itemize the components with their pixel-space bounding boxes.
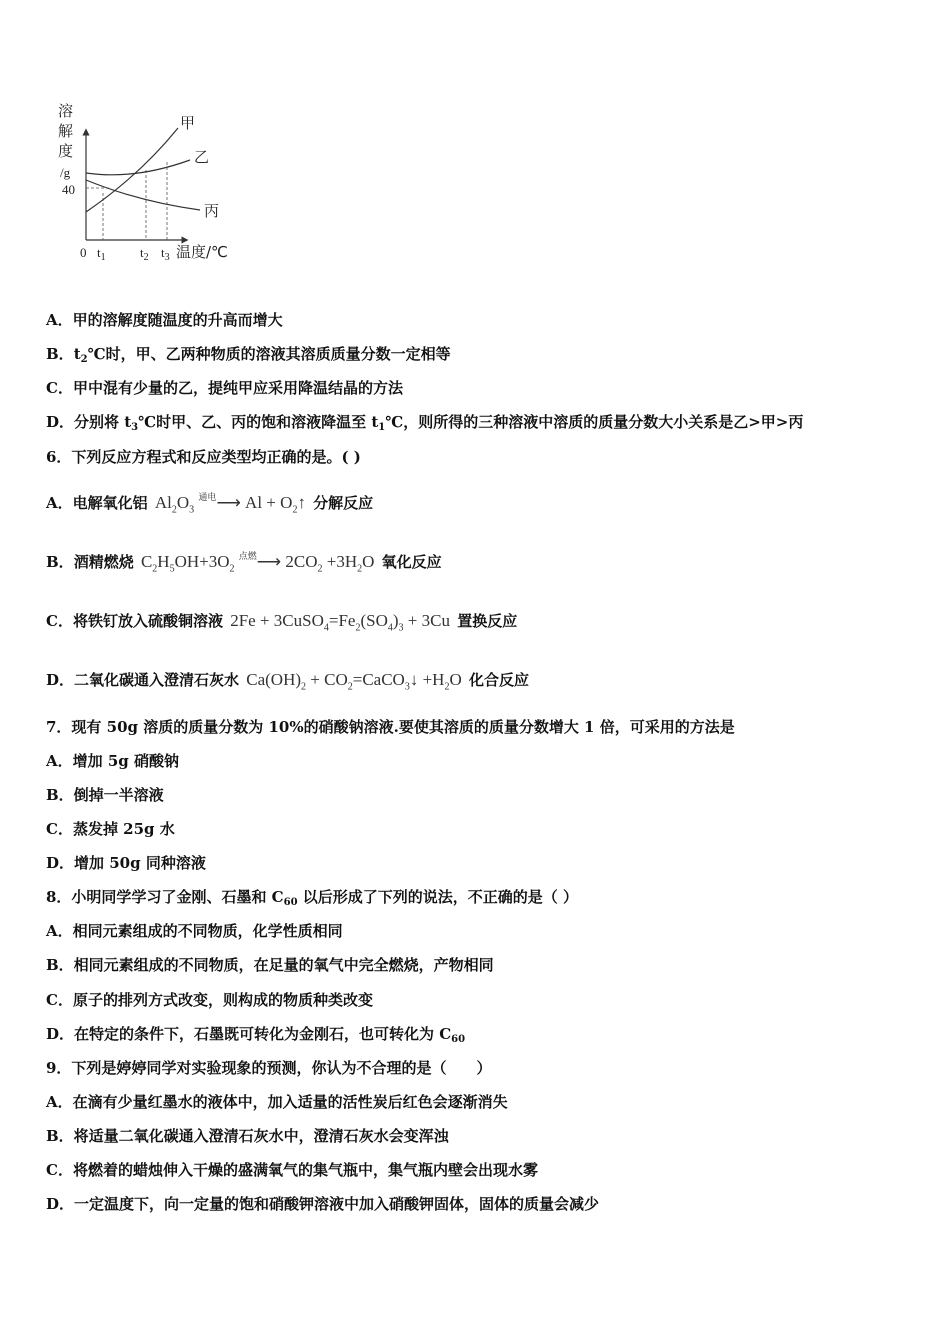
q5-option-c: C．甲中混有少量的乙，提纯甲应采用降温结晶的方法	[46, 379, 403, 397]
q6-option-a: A．电解氧化铝 $Al_2O_3$ $^{通电}$⟶ $Al + O_2↑$ 分解反应	[46, 492, 374, 516]
curve-label-bing: 丙	[204, 202, 220, 220]
equation-a: $Al_2O_3$ $^{通电}$⟶ $Al + O_2↑$	[154, 492, 306, 516]
q9-option-d: D．一定温度下，向一定量的饱和硝酸钾溶液中加入硝酸钾固体，固体的质量会减少	[46, 1195, 600, 1213]
ylabel-char-2: 解	[58, 122, 74, 140]
t1-label: $t_1$	[97, 245, 106, 263]
q8-option-b: B．相同元素组成的不同物质，在足量的氧气中完全燃烧，产物相同	[46, 956, 494, 974]
q9-option-b: B．将适量二氧化碳通入澄清石灰水中，澄清石灰水会变浑浊	[46, 1127, 449, 1145]
equation-b: $C_2H_5OH+3O_2$ $^{点燃}$⟶ $2CO_2 +3H_2O$	[140, 551, 375, 575]
curve-jia	[86, 128, 178, 212]
q5-option-a: A．甲的溶解度随温度的升高而增大	[46, 311, 283, 329]
q8-option-d: D．在特定的条件下，石墨既可转化为金刚石，也可转化为 $C_{60}$	[46, 1025, 466, 1045]
q6-stem: 6．下列反应方程式和反应类型均正确的是。( )	[46, 448, 361, 466]
equation-d: $Ca(OH)_2$ + $CO_2=CaCO_3↓ +H_2O$	[246, 670, 462, 693]
q8-stem: 8．小明同学学习了金刚、石墨和 $C_{60}$ 以后形成了下列的说法，不正确的是（ ）	[46, 888, 578, 908]
q9-option-c: C．将燃着的蜡烛伸入干燥的盛满氧气的集气瓶中，集气瓶内壁会出现水雾	[46, 1161, 538, 1179]
q5-option-d: D．分别将 $t_3℃$时甲、乙、丙的饱和溶液降温至 $t_1℃$，则所得的三种溶液中溶质的质量分数大小关系是乙>甲>丙	[46, 413, 804, 433]
q9-stem: 9．下列是婷婷同学对实验现象的预测，你认为不合理的是（ ）	[46, 1059, 492, 1077]
q6-option-d: D．二氧化碳通入澄清石灰水 $Ca(OH)_2$ + $CO_2=CaCO_3↓ +H_2O$ 化合反应	[46, 670, 529, 693]
q8-option-a: A．相同元素组成的不同物质，化学性质相同	[46, 922, 343, 940]
q8-option-c: C．原子的排列方式改变，则构成的物质种类改变	[46, 991, 373, 1009]
y-unit: /g	[60, 165, 71, 180]
curve-label-yi: 乙	[194, 148, 210, 166]
curve-yi	[86, 160, 190, 175]
q7-option-b: B．倒掉一半溶液	[46, 786, 164, 804]
x-axis-label: 温度/℃	[176, 243, 228, 261]
equation-c: $2Fe + 3CuSO_4=Fe_2(SO_4)_3 + 3Cu$	[230, 611, 450, 634]
q7-option-a: A．增加 5g 硝酸钠	[46, 752, 180, 770]
curve-label-jia: 甲	[180, 114, 196, 132]
q9-option-a: A．在滴有少量红墨水的液体中，加入适量的活性炭后红色会逐渐消失	[46, 1093, 508, 1111]
t2-label: $t_2$	[140, 245, 149, 263]
t3-label: $t_3$	[161, 245, 170, 263]
ylabel-char-1: 溶	[58, 102, 74, 120]
solubility-chart	[50, 100, 250, 270]
q6-option-c: C．将铁钉放入硫酸铜溶液 $2Fe + 3CuSO_4=Fe_2(SO_4)_3 + 3Cu$ 置换反应	[46, 611, 518, 634]
y-40-label: 40	[62, 182, 75, 197]
ylabel-char-3: 度	[58, 142, 74, 160]
origin-label: 0	[80, 245, 87, 260]
q7-option-d: D．增加 50g 同种溶液	[46, 854, 206, 872]
q5-option-b: B．$t_2℃$时，甲、乙两种物质的溶液其溶质质量分数一定相等	[46, 345, 451, 365]
q7-stem: 7．现有 50g 溶质的质量分数为 10%的硝酸钠溶液.要使其溶质的质量分数增大 1 倍，可采用的方法是	[46, 718, 735, 736]
q6-option-b: B．酒精燃烧 $C_2H_5OH+3O_2$ $^{点燃}$⟶ $2CO_2 +3H_2O$ 氧化反应	[46, 551, 442, 575]
q7-option-c: C．蒸发掉 25g 水	[46, 820, 175, 838]
